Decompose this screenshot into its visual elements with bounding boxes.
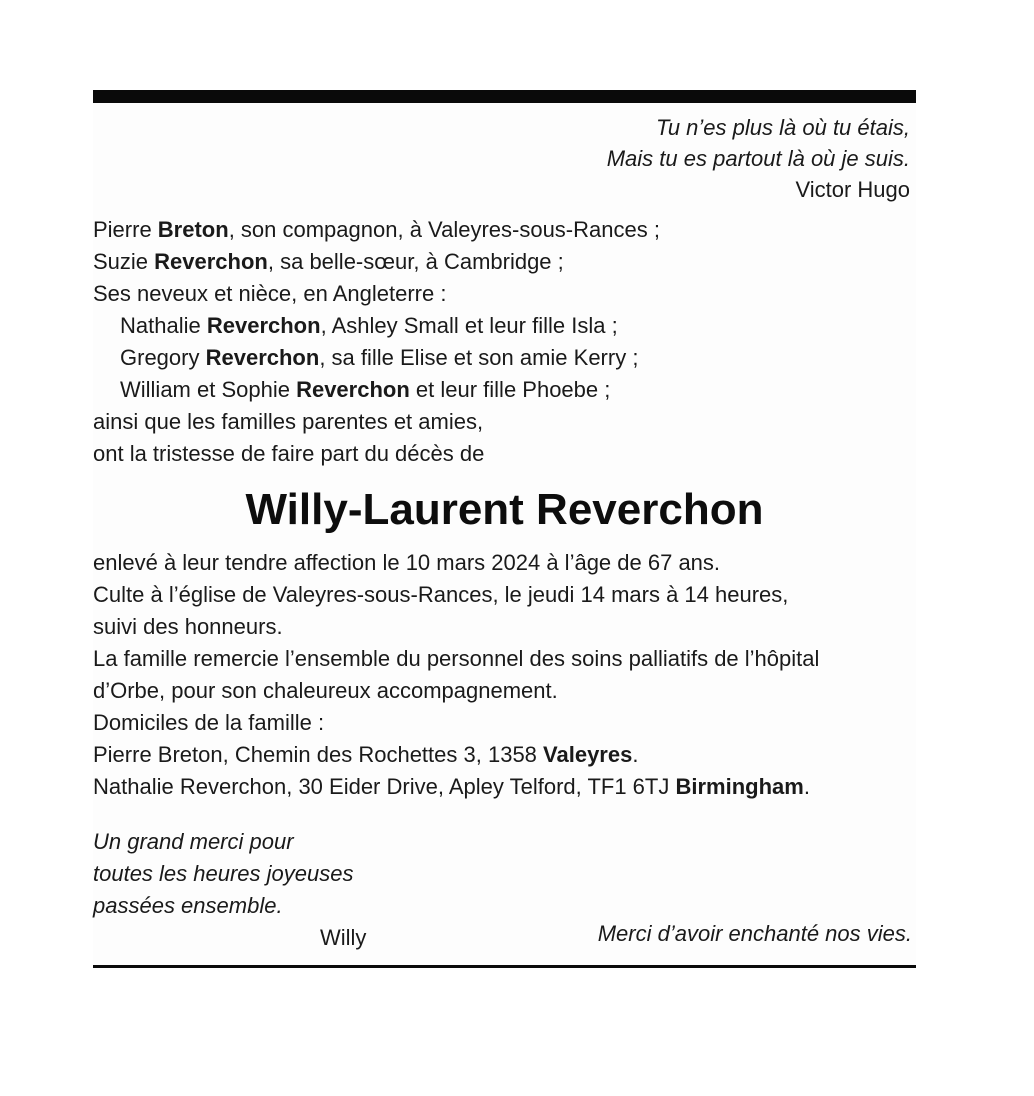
closing-line: toutes les heures joyeuses	[93, 861, 354, 886]
body-line: suivi des honneurs.	[93, 614, 283, 639]
surname: Reverchon	[154, 249, 268, 274]
epigraph	[607, 112, 910, 205]
text: .	[803, 774, 810, 799]
obituary-notice	[93, 90, 916, 970]
surname: Reverchon	[205, 345, 320, 370]
family-line: Ses neveux et nièce, en Angleterre :	[93, 281, 447, 306]
closing-signature: Willy	[320, 925, 367, 950]
family-line	[93, 246, 564, 278]
text: Nathalie Reverchon, 30 Eider Drive, Apley Telford, TF1 6TJ	[93, 774, 676, 799]
surname: Reverchon	[206, 313, 321, 338]
body-line: Domiciles de la famille :	[93, 710, 325, 735]
family-line	[93, 214, 660, 246]
deceased-name: Willy-Laurent Reverchon	[245, 485, 764, 534]
bottom-rule	[93, 965, 916, 968]
body-line: La famille remercie l’ensemble du personnel des soins palliatifs de l’hôpital	[93, 646, 820, 671]
text: , sa belle-sœur, à Cambridge ;	[267, 249, 564, 274]
body-line: d’Orbe, pour son chaleureux accompagnement.	[93, 678, 558, 703]
place: Valeyres	[543, 742, 633, 767]
text: Nathalie	[120, 313, 207, 338]
body-line	[93, 739, 638, 771]
body-line	[93, 771, 810, 803]
family-line	[120, 342, 638, 374]
text: Pierre Breton, Chemin des Rochettes 3, 1358	[93, 742, 544, 767]
body-line: Culte à l’église de Valeyres-sous-Rances, le jeudi 14 mars à 14 heures,	[93, 582, 789, 607]
text: , Ashley Small et leur fille Isla ;	[320, 313, 618, 338]
text: et leur fille Phoebe ;	[409, 377, 611, 402]
epigraph-line-2: Mais tu es partout là où je suis.	[606, 146, 910, 171]
surname: Breton	[157, 217, 229, 242]
text: William et Sophie	[120, 377, 297, 402]
family-line: ont la tristesse de faire part du décès de	[93, 441, 485, 466]
closing-right: Merci d’avoir enchanté nos vies.	[597, 921, 912, 946]
text: Gregory	[120, 345, 206, 370]
epigraph-line-1: Tu n’es plus là où tu étais,	[656, 115, 910, 140]
epigraph-author: Victor Hugo	[795, 177, 910, 202]
surname: Reverchon	[296, 377, 410, 402]
text: Suzie	[93, 249, 155, 274]
top-rule	[93, 90, 916, 103]
text: .	[632, 742, 639, 767]
place: Birmingham	[675, 774, 804, 799]
text: , sa fille Elise et son amie Kerry ;	[319, 345, 639, 370]
text: , son compagnon, à Valeyres-sous-Rances ;	[228, 217, 660, 242]
family-line	[120, 310, 618, 342]
family-line: ainsi que les familles parentes et amies,	[93, 409, 484, 434]
closing-line: passées ensemble.	[93, 893, 283, 918]
text: Pierre	[93, 217, 158, 242]
closing-line: Un grand merci pour	[93, 829, 294, 854]
family-line	[120, 374, 610, 406]
body-line: enlevé à leur tendre affection le 10 mars 2024 à l’âge de 67 ans.	[93, 550, 721, 575]
